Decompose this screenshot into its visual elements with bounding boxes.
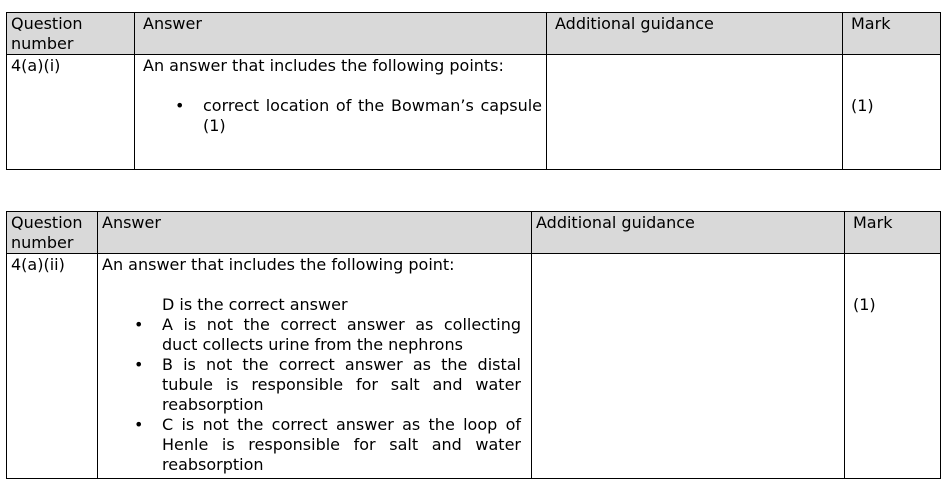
header-question-number [7, 13, 135, 55]
answer-point-text: B is not the correct answer as the distal tubule is responsible for salt and water reabsorption [162, 355, 521, 414]
answer-point-text: A is not the correct answer as collecting duct collects urine from the nephrons [162, 315, 521, 354]
header-additional-guidance [532, 212, 845, 254]
answer-intro: An answer that includes the following point: [102, 255, 455, 274]
mark-scheme-table-4ai [6, 12, 941, 170]
answer-points [175, 96, 542, 136]
question-number-cell [7, 254, 98, 479]
header-additional-guidance [547, 13, 843, 55]
table-header-row [7, 212, 941, 254]
header-mark-label: Mark [851, 14, 891, 33]
table-header-row [7, 13, 941, 55]
header-answer-label: Answer [102, 213, 161, 232]
header-answer [98, 212, 532, 254]
mark-cell [845, 254, 941, 479]
answer-cell [135, 55, 547, 170]
answer-cell [98, 254, 532, 479]
header-mark-label: Mark [853, 213, 893, 232]
answer-point [134, 315, 521, 355]
mark-cell [843, 55, 941, 170]
bullet-icon: • [134, 355, 144, 374]
mark-value: (1) [853, 295, 876, 314]
table-row [7, 55, 941, 170]
header-additional-guidance-label: Additional guidance [555, 14, 714, 33]
mark-value: (1) [851, 96, 874, 115]
question-number-cell [7, 55, 135, 170]
header-question-number [7, 212, 98, 254]
header-additional-guidance-label: Additional guidance [536, 213, 695, 232]
answer-intro: An answer that includes the following points: [143, 56, 504, 75]
additional-guidance-cell [547, 55, 843, 170]
header-question-number-label: Question number [11, 213, 83, 252]
answer-point [134, 415, 521, 475]
header-mark [843, 13, 941, 55]
header-question-number-label: Question number [11, 14, 83, 53]
mark-scheme-table-4aii [6, 211, 941, 479]
correct-answer: D is the correct answer [162, 295, 348, 314]
bullet-icon: • [134, 315, 144, 334]
answer-point-text: correct location of the Bowman’s capsule (1) [203, 96, 542, 135]
additional-guidance-cell [532, 254, 845, 479]
header-answer-label: Answer [143, 14, 202, 33]
answer-points [134, 315, 521, 475]
table-row [7, 254, 941, 479]
header-answer [135, 13, 547, 55]
answer-point [134, 355, 521, 415]
header-mark [845, 212, 941, 254]
answer-point-text: C is not the correct answer as the loop of Henle is responsible for salt and water reabsorption [162, 415, 521, 474]
bullet-icon: • [175, 96, 185, 115]
bullet-icon: • [134, 415, 144, 434]
question-number: 4(a)(ii) [11, 255, 65, 274]
answer-point [175, 96, 542, 136]
answer-points-block [134, 295, 521, 475]
question-number: 4(a)(i) [11, 56, 61, 75]
